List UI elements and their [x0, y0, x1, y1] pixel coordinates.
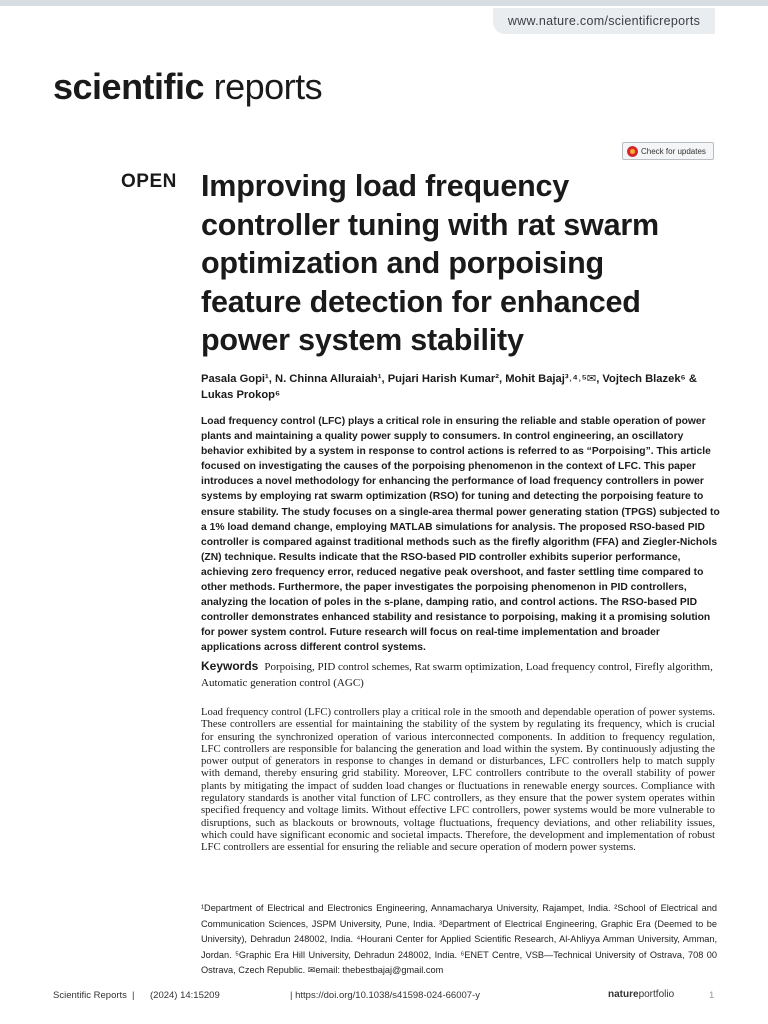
- author-list[interactable]: Pasala Gopi¹, N. Chinna Alluraiah¹, Pujari Harish Kumar², Mohit Bajaj³˒⁴˒⁵✉, Vojtech Blazek⁶ & Lukas Prokop⁶: [201, 373, 697, 401]
- keywords: [201, 659, 721, 691]
- footer-journal: Scientific Reports: [53, 990, 127, 1001]
- page-number: 1: [709, 990, 715, 1001]
- footer-volume: (2024) 14:15209: [150, 990, 220, 1001]
- journal-logo[interactable]: [53, 66, 322, 108]
- open-access-label: OPEN: [121, 171, 177, 192]
- affiliations: ¹Department of Electrical and Electronics Engineering, Annamacharya University, Rajampet, India. ²School of Electrical and Communication Sciences, JSPM University, Pune, India. ³Department of Electrical Engineering, Graphic Era (Deemed to be University), Dehradun 248002, India. ⁴Hourani Center for Applied Scientific Research, Al-Ahliyya Amman University, Amman, Jordan. ⁵Graphic Era Hill University, Dehradun 248002, India. ⁶ENET Centre, VSB—Technical University of Ostrava, 708 00 Ostrava, Czech Republic. ✉email: thebestbajaj@gmail.com: [201, 903, 717, 976]
- journal-url[interactable]: [493, 8, 715, 34]
- publisher-logo-regular: portfolio: [638, 989, 675, 1000]
- check-for-updates-label: Check for updates: [641, 146, 706, 156]
- abstract: Load frequency control (LFC) plays a critical role in ensuring the reliable and stable operation of power plants and maintaining a quality power supply to consumers. In control engineering, an oscillatory behavior exhibited by a system in response to control actions is referred to as “Porpoising”. This article focused on investigating the causes of the porpoising phenomenon in the context of LFC. This paper introduces a novel methodology for enhancing the performance of load frequency controllers in power systems by employing rat swarm optimization (RSO) for tuning and detecting the porpoising feature to ensure stability. The study focuses on a single-area thermal power generating station (TPGS) subjected to a 1% load demand change, employing MATLAB simulations for analysis. The proposed RSO-based PID controller is compared against traditional methods such as the firefly algorithm (FFA) and Ziegler-Nichols (ZN) technique. Results indicate that the RSO-based PID controller exhibits superior performance, achieving zero frequency error, reduced negative peak overshoot, and faster settling time compared to other methods. Furthermore, the paper investigates the porpoising phenomenon in PID controllers, analyzing the location of poles in the s-plane, damping ratio, and control actions. The RSO-based PID controller demonstrates enhanced stability and resistance to porpoising, making it a promising solution for power system control. Future research will focus on real-time implementation and broader applications across different control systems.: [201, 416, 720, 654]
- page-footer: [53, 990, 715, 1006]
- journal-url-text[interactable]: www.nature.com/scientificreports: [507, 14, 701, 28]
- publisher-logo: [608, 989, 674, 1000]
- check-for-updates-button[interactable]: [622, 142, 714, 160]
- keywords-label: Keywords: [201, 659, 259, 673]
- journal-logo-regular: reports: [213, 66, 323, 107]
- footer-separator: |: [132, 990, 135, 1001]
- top-accent-bar: [0, 0, 768, 6]
- journal-logo-bold: scientific: [53, 66, 205, 107]
- crossmark-icon: [627, 146, 638, 157]
- keywords-text: Porpoising, PID control schemes, Rat swarm optimization, Load frequency control, Firefly algorithm, Automatic generation control (AGC): [201, 661, 713, 689]
- introduction-paragraph: Load frequency control (LFC) controllers play a critical role in the smooth and dependable operation of power systems. These controllers are essential for maintaining the stability of the system by regulating its frequency, which is crucial for ensuring the synchronized operation of various interconnected components. In addition to frequency regulation, LFC controllers are responsible for balancing the generation and load within the system. By continuously adjusting the power output of generators in response to changes in demand or disturbances, LFC controllers help to match supply with demand, thereby ensuring grid stability. Moreover, LFC controllers contribute to the overall stability of power plants by mitigating the impact of sudden load changes or fluctuations in renewable energy sources. Compliance with regulatory standards is another vital function of LFC controllers, as they ensure that the power system operates within specified frequency and voltage limits. Without effective LFC controllers, power systems would be more vulnerable to disruptions, such as blackouts or brownouts, voltage fluctuations, frequency deviations, and other reliability issues, which could have significant economic and societal impacts. Therefore, the development and implementation of robust LFC controllers are essential for ensuring the reliable and secure operation of modern power systems.: [201, 706, 715, 854]
- footer-doi-link[interactable]: | https://doi.org/10.1038/s41598-024-66007-y: [290, 990, 480, 1001]
- article-title: Improving load frequency controller tuning with rat swarm optimization and porpoising feature detection for enhanced power system stability: [201, 169, 659, 357]
- publisher-logo-bold: nature: [608, 989, 639, 1000]
